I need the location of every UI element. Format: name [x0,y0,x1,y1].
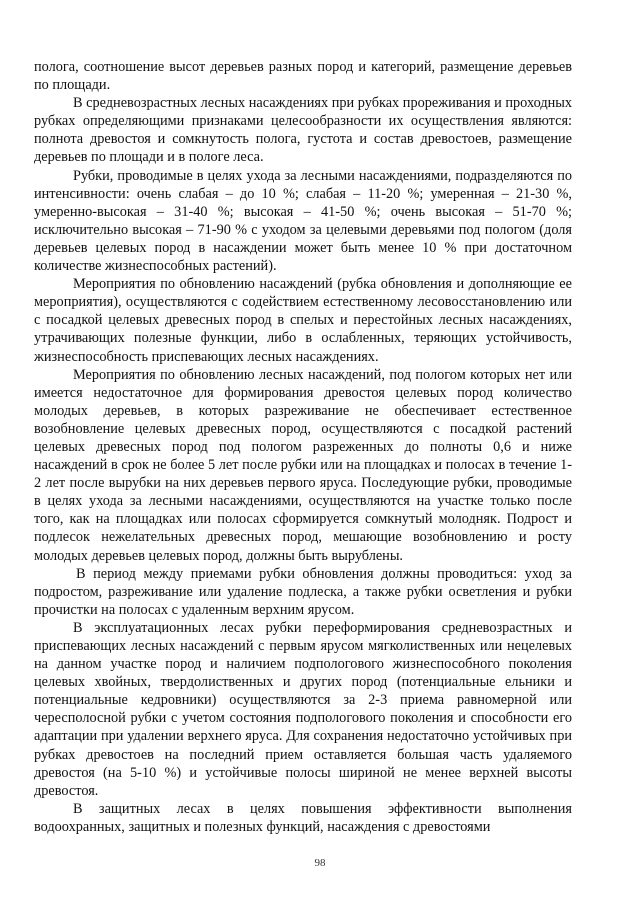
paragraph-2: В средневозрастных лесных насаждениях при рубках прореживания и проходных рубках определяющими признаками целесообразности их осуществления являются: полнота древостоя и сомкнутость полога, густота и состав древостоев, размещение деревьев по площади и в пологе леса. [34,95,572,166]
paragraph-3: Рубки, проводимые в целях ухода за лесными насаждениями, подразделяются по интенсивности: очень слабая – до 10 %; слабая – 11-20 %; умеренная – 21-30 %, умеренно-высокая – 31-40 %; высокая – 41-50 %; очень высокая – 51-70 %; исключительно высокая – 71-90 % с уходом за целевыми деревьями под пологом (доля деревьев целевых пород в насаждении может быть менее 10 % при достаточном количестве жизнеспособных растений). [34,167,572,275]
document-body [34,58,572,836]
paragraph-8: В защитных лесах в целях повышения эффективности выполнения водоохранных, защитных и полезных функций, насаждения с древостоями [34,800,572,835]
paragraph-6: В период между приемами рубки обновления должны проводиться: уход за подростом, разреживание или удаление подлеска, а также рубки осветления и рубки прочистки на полосах с удаленным верхним ярусом. [34,565,572,618]
page-number: 98 [314,857,326,869]
paragraph-5: Мероприятия по обновлению лесных насаждений, под пологом которых нет или имеется недостаточное для формирования древостоя целевых пород количество молодых деревьев, в которых разреживание не обеспечивает естественное возобновление целевых древесных пород, осуществляются с посадкой растений целевых древесных пород под пологом разреженных до полноты 0,6 и ниже насаждений в срок не более 5 лет после рубки или на площадках и полосах в течение 1-2 лет после вырубки на них деревьев первого яруса. Последующие рубки, проводимые в целях ухода за лесными насаждениями, осуществляются на участке только после того, как на площадках или полосах сформируется сомкнутый молодняк. Подрост и подлесок нежелательных древесных пород, мешающие возобновлению и росту молодых деревьев целевых пород, должны быть вырублены. [34,366,572,564]
paragraph-7: В эксплуатационных лесах рубки переформирования средневозрастных и приспевающих лесных насаждений с первым ярусом мягколиственных или нецелевых на данном участке пород и наличием подпологового жизнеспособного поколения целевых хвойных, твердолиственных и других пород (потенциальные ельники и потенциальные кедровники) осуществляются за 2-3 приема равномерной или чересполосной рубки с учетом состояния подпологового поколения и способности его адаптации при удалении верхнего яруса. Для сохранения недостаточно устойчивых при рубках древостоев на последний прием оставляется большая часть удаляемого древостоя (на 5-10 %) и устойчивые полосы шириной не менее верхней высоты древостоя. [34,619,572,799]
paragraph-4: Мероприятия по обновлению насаждений (рубка обновления и дополняющие ее мероприятия), осуществляются с содействием естественному лесовосстановлению или с посадкой целевых древесных пород в спелых и перестойных лесных насаждениях, утрачивающих полезные функции, либо в ослабленных, теряющих устойчивость, жизнеспособность приспевающих лесных насаждениях. [34,276,572,365]
paragraph-1: полога, соотношение высот деревьев разных пород и категорий, размещение деревьев по площади. [34,59,572,94]
